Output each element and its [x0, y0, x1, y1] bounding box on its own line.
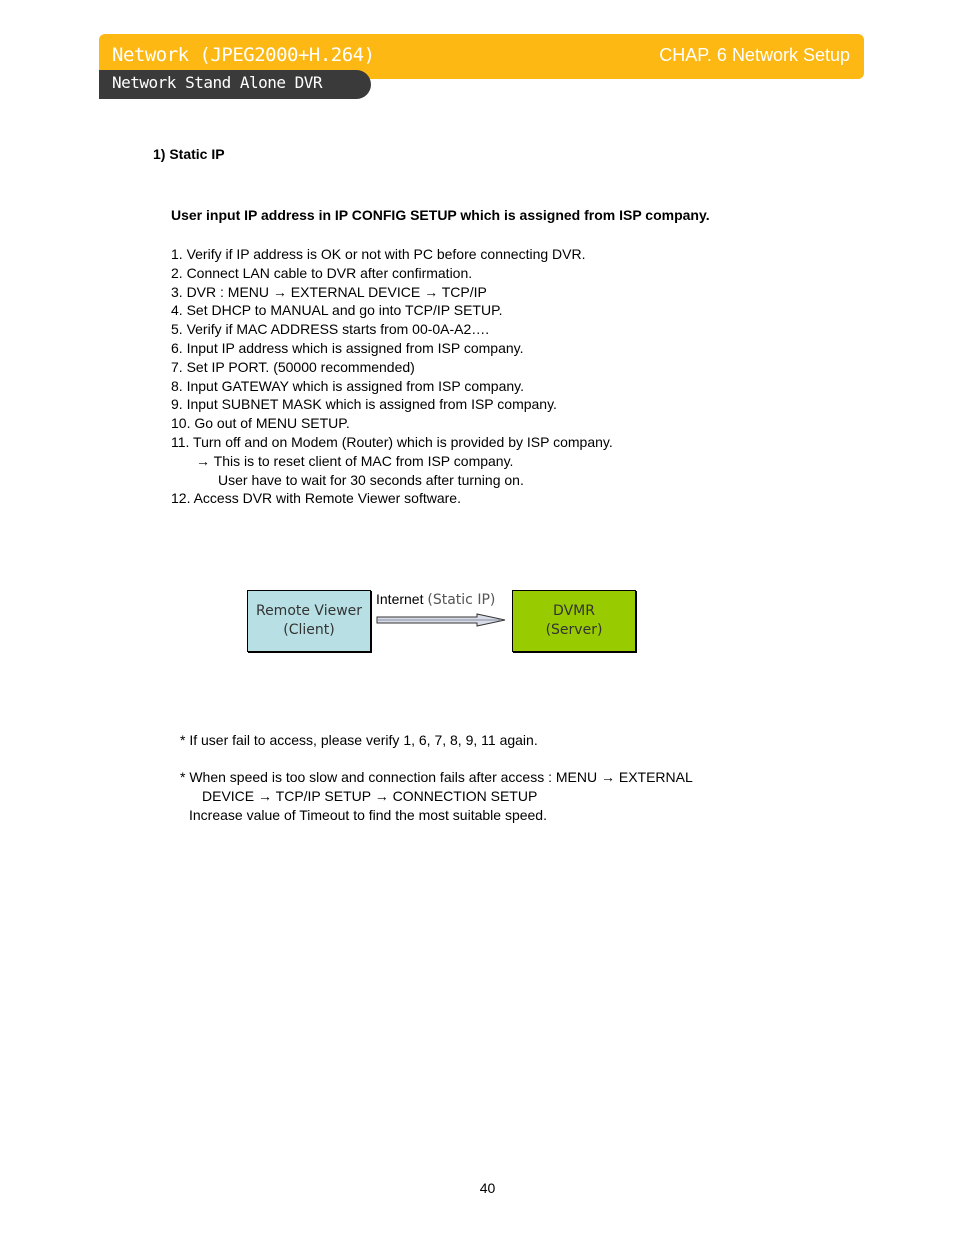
server-label: DVMR	[553, 603, 595, 619]
list-item: 6. Input IP address which is assigned from ISP company.	[171, 339, 524, 356]
list-item-note: → This is to reset client of MAC from ISP company.	[196, 452, 514, 469]
list-item: 2. Connect LAN cable to DVR after confirmation.	[171, 264, 473, 281]
note-item: Increase value of Timeout to find the most suitable speed.	[189, 807, 547, 823]
note-item: * If user fail to access, please verify 1, 6, 7, 8, 9, 11 again.	[180, 732, 538, 748]
arrow-right-icon	[376, 613, 508, 627]
section-intro: User input IP address in IP CONFIG SETUP which is assigned from ISP company.	[171, 207, 710, 223]
list-item: 12. Access DVR with Remote Viewer software.	[171, 490, 461, 507]
client-sublabel: (Client)	[283, 622, 335, 638]
note-item: * When speed is too slow and connection fails after access : MENU → EXTERNAL	[180, 769, 693, 785]
list-item: 10. Go out of MENU SETUP.	[171, 415, 350, 432]
steps-list	[171, 245, 613, 508]
section-title: 1) Static IP	[153, 146, 225, 162]
list-item: 4. Set DHCP to MANUAL and go into TCP/IP SETUP.	[171, 302, 503, 319]
note-item: DEVICE → TCP/IP SETUP → CONNECTION SETUP	[202, 788, 538, 804]
client-box	[247, 590, 371, 652]
page-number: 40	[479, 1180, 496, 1196]
notes	[180, 731, 693, 825]
list-item: 7. Set IP PORT. (50000 recommended)	[171, 358, 415, 375]
internet-label	[376, 591, 495, 608]
list-item: 9. Input SUBNET MASK which is assigned from ISP company.	[171, 396, 557, 413]
list-item-note: User have to wait for 30 seconds after turning on.	[218, 471, 524, 488]
chapter-title: CHAP. 6 Network Setup	[659, 45, 850, 65]
static-ip-text: (Static IP)	[427, 592, 496, 608]
subtitle: Network Stand Alone DVR	[112, 73, 323, 92]
header-title: Network (JPEG2000+H.264)	[112, 44, 375, 66]
internet-text: Internet	[376, 591, 424, 607]
list-item: 5. Verify if MAC ADDRESS starts from 00-0A-A2….	[171, 321, 490, 338]
server-box	[512, 590, 636, 652]
list-item: 8. Input GATEWAY which is assigned from ISP company.	[171, 377, 525, 394]
spacer	[180, 750, 693, 768]
list-item: 1. Verify if IP address is OK or not with PC before connecting DVR.	[171, 246, 586, 262]
list-item: 11. Turn off and on Modem (Router) which is provided by ISP company.	[171, 433, 613, 450]
client-label: Remote Viewer	[255, 603, 363, 619]
list-item: 3. DVR : MENU → EXTERNAL DEVICE → TCP/IP	[171, 283, 487, 300]
server-sublabel: (Server)	[545, 622, 603, 638]
